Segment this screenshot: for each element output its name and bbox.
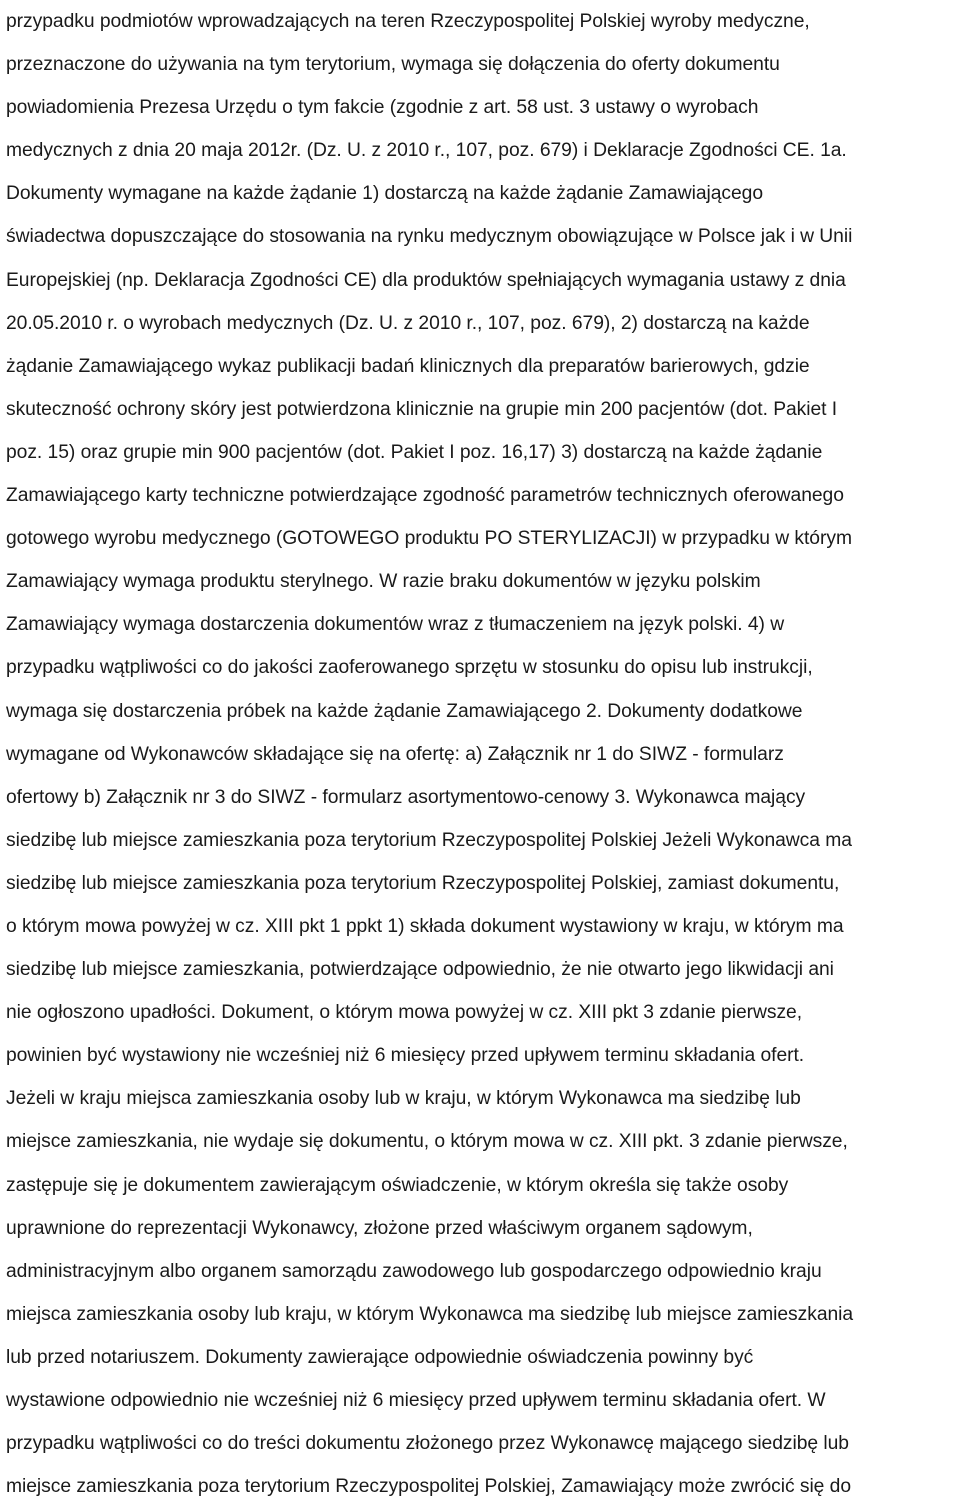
document-body-text	[6, 0, 960, 1508]
text-line: lub przed notariuszem. Dokumenty zawierające odpowiednie oświadczenia powinny być	[6, 1346, 754, 1368]
text-line: Zamawiający wymaga produktu sterylnego. W razie braku dokumentów w języku polskim	[6, 571, 761, 593]
text-line: miejsce zamieszkania poza terytorium Rzeczypospolitej Polskiej, Zamawiający może zwrócić się do	[6, 1476, 852, 1498]
text-line: miejsce zamieszkania, nie wydaje się dokumentu, o którym mowa w cz. XIII pkt. 3 zdanie pierwsze,	[6, 1131, 848, 1153]
text-line: przypadku podmiotów wprowadzających na teren Rzeczypospolitej Polskiej wyroby medyczne,	[6, 11, 810, 32]
text-line: zastępuje się je dokumentem zawierającym oświadczenie, w którym określa się także osoby	[6, 1174, 789, 1196]
text-line: ofertowy b) Załącznik nr 3 do SIWZ - formularz asortymentowo-cenowy 3. Wykonawca mający	[6, 786, 806, 808]
text-line: wystawione odpowiednio nie wcześniej niż 6 miesięcy przed upływem terminu składania ofert. W	[6, 1390, 826, 1411]
text-line: siedzibę lub miejsce zamieszkania poza terytorium Rzeczypospolitej Polskiej Jeżeli Wykonawca ma	[6, 829, 852, 851]
text-line: gotowego wyrobu medycznego (GOTOWEGO produktu PO STERYLIZACJI) w przypadku w którym	[6, 528, 852, 550]
text-line: 20.05.2010 r. o wyrobach medycznych (Dz. U. z 2010 r., 107, poz. 679), 2) dostarczą na każde	[6, 312, 810, 334]
text-line: skuteczność ochrony skóry jest potwierdzona klinicznie na grupie min 200 pacjentów (dot. Pakiet I	[6, 398, 838, 420]
text-line: Jeżeli w kraju miejsca zamieszkania osoby lub w kraju, w którym Wykonawca ma siedzibę lub	[6, 1088, 801, 1110]
text-line: uprawnione do reprezentacji Wykonawcy, złożone przed właściwym organem sądowym,	[6, 1217, 753, 1239]
text-line: wymaga się dostarczenia próbek na każde żądanie Zamawiającego 2. Dokumenty dodatkowe	[6, 700, 803, 722]
text-line: o którym mowa powyżej w cz. XIII pkt 1 ppkt 1) składa dokument wystawiony w kraju, w którym ma	[6, 915, 844, 937]
text-line: medycznych z dnia 20 maja 2012r. (Dz. U. z 2010 r., 107, poz. 679) i Deklaracje Zgodności CE. 1a.	[6, 140, 847, 162]
text-line: Dokumenty wymagane na każde żądanie 1) dostarczą na każde żądanie Zamawiającego	[6, 183, 764, 205]
text-line: miejsca zamieszkania osoby lub kraju, w którym Wykonawca ma siedzibę lub miejsce zamieszkania	[6, 1303, 854, 1325]
text-line: przypadku wątpliwości co do treści dokumentu złożonego przez Wykonawcę mającego siedzibę lub	[6, 1433, 849, 1455]
text-line: wymagane od Wykonawców składające się na ofertę: a) Załącznik nr 1 do SIWZ - formularz	[6, 743, 784, 765]
text-line: Zamawiającego karty techniczne potwierdzające zgodność parametrów technicznych oferowanego	[6, 485, 844, 507]
text-line: świadectwa dopuszczające do stosowania na rynku medycznym obowiązujące w Polsce jak i w Unii	[6, 226, 853, 248]
text-line: nie ogłoszono upadłości. Dokument, o którym mowa powyżej w cz. XIII pkt 3 zdanie pierwsze,	[6, 1002, 803, 1024]
text-line: przeznaczone do używania na tym terytorium, wymaga się dołączenia do oferty dokumentu	[6, 54, 780, 76]
text-line: żądanie Zamawiającego wykaz publikacji badań klinicznych dla preparatów barierowych, gdzie	[6, 355, 810, 377]
text-line: Zamawiający wymaga dostarczenia dokumentów wraz z tłumaczeniem na język polski. 4) w	[6, 614, 785, 636]
text-line: siedzibę lub miejsce zamieszkania poza terytorium Rzeczypospolitej Polskiej, zamiast dokumentu,	[6, 872, 840, 894]
text-line: przypadku wątpliwości co do jakości zaoferowanego sprzętu w stosunku do opisu lub instrukcji,	[6, 657, 813, 679]
text-line: Europejskiej (np. Deklaracja Zgodności CE) dla produktów spełniających wymagania ustawy z dnia	[6, 269, 846, 291]
text-line: powinien być wystawiony nie wcześniej niż 6 miesięcy przed upływem terminu składania ofert.	[6, 1045, 805, 1067]
text-line: poz. 15) oraz grupie min 900 pacjentów (dot. Pakiet I poz. 16,17) 3) dostarczą na każde żądanie	[6, 441, 823, 463]
text-line: powiadomienia Prezesa Urzędu o tym fakcie (zgodnie z art. 58 ust. 3 ustawy o wyrobach	[6, 97, 759, 119]
text-line: administracyjnym albo organem samorządu zawodowego lub gospodarczego odpowiednio kraju	[6, 1260, 822, 1282]
text-line: siedzibę lub miejsce zamieszkania, potwierdzające odpowiednio, że nie otwarto jego likwidacji ani	[6, 959, 834, 981]
